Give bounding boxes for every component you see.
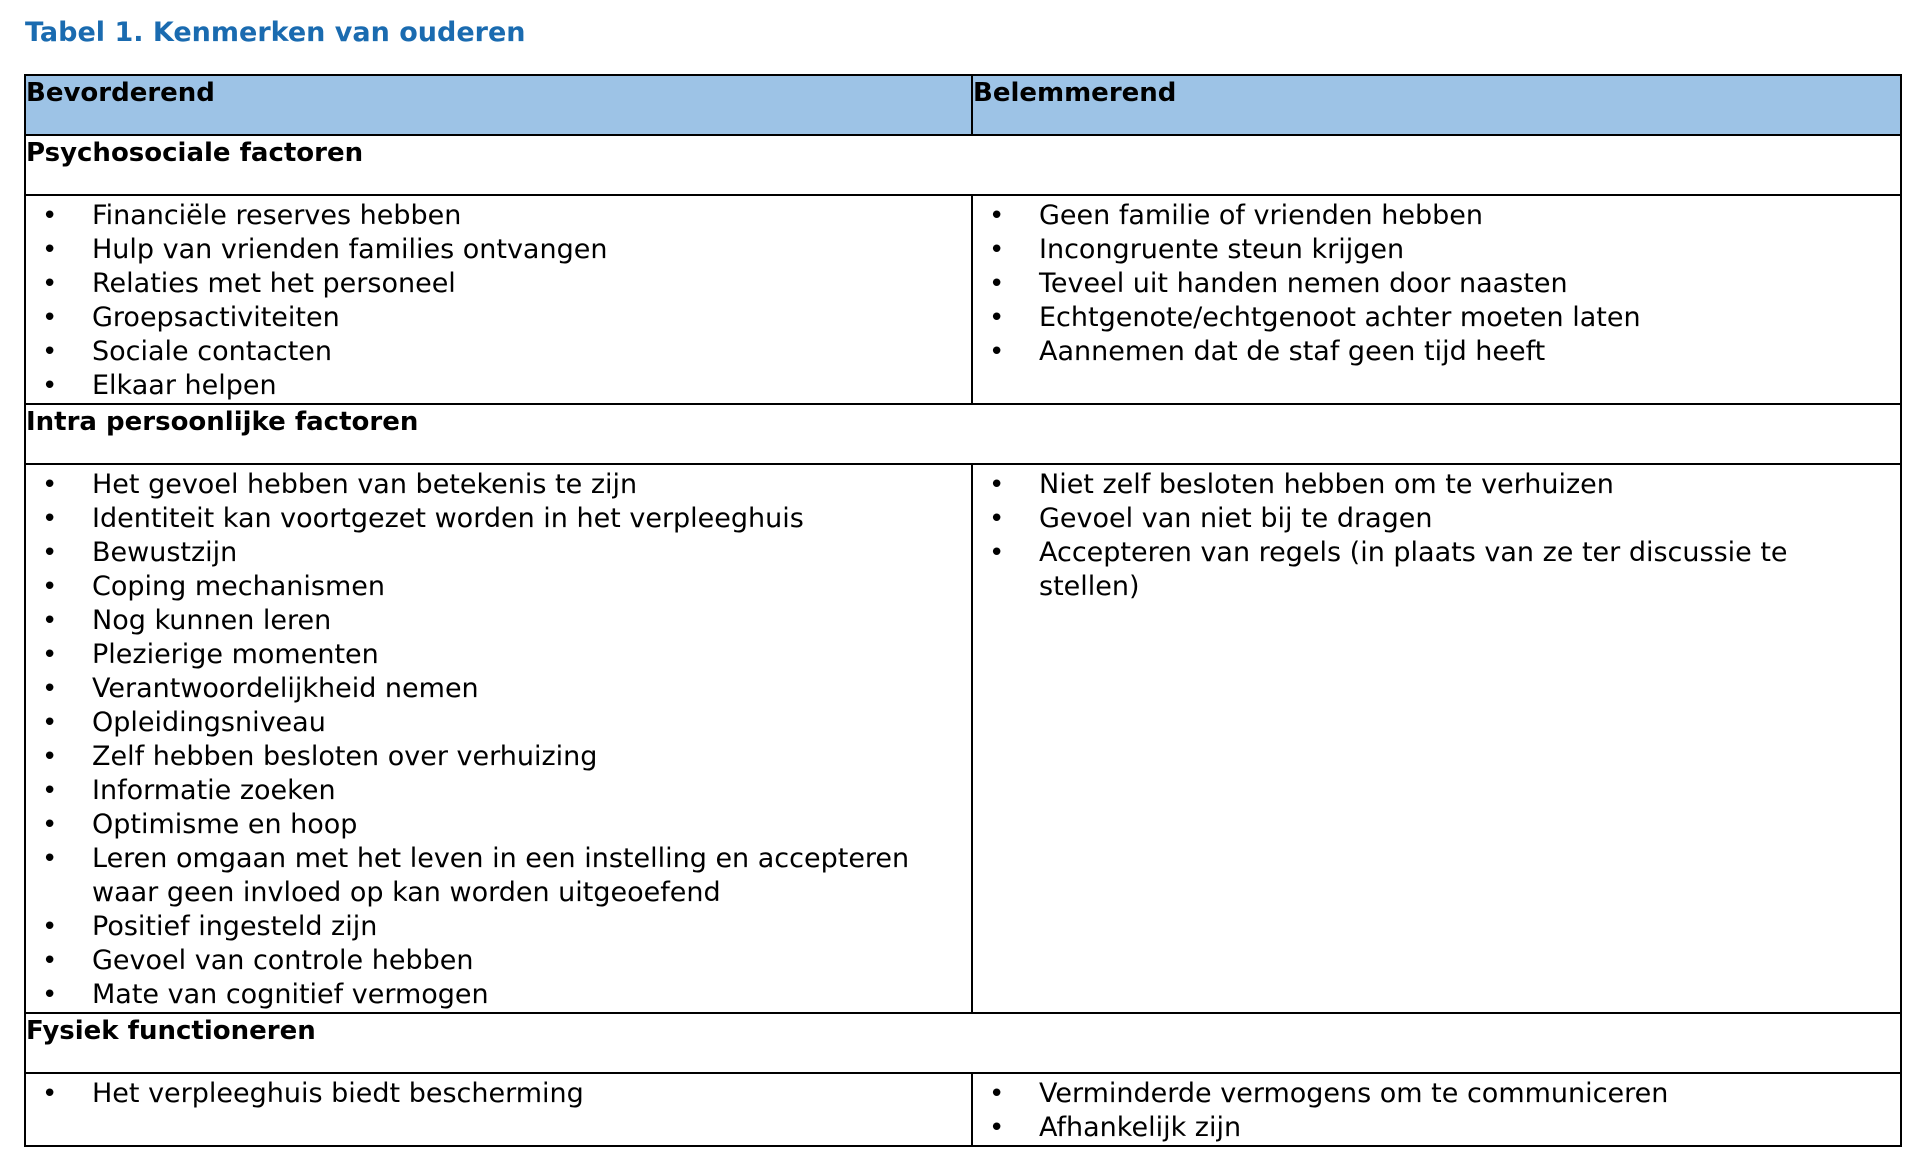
list-item: • Accepteren van regels (in plaats van ze ter discussie te stellen): [973, 536, 1892, 604]
belemmerend-list: [973, 465, 1900, 604]
list-item: • Het verpleeghuis biedt bescherming: [26, 1077, 963, 1111]
section-title-intra-persoonlijke: Intra persoonlijke factoren: [25, 404, 1901, 464]
bevorderend-cell: [25, 464, 972, 1013]
bevorderend-cell: [25, 195, 972, 404]
section-title-fysiek: Fysiek functioneren: [25, 1013, 1901, 1073]
list-item: • Coping mechanismen: [26, 570, 963, 604]
table-title: Tabel 1. Kenmerken van ouderen: [25, 17, 526, 48]
list-item: • Teveel uit handen nemen door naasten: [973, 267, 1892, 301]
list-item: • Elkaar helpen: [26, 369, 963, 403]
belemmerend-cell: [972, 195, 1901, 404]
list-item: • Bewustzijn: [26, 536, 963, 570]
list-item: • Groepsactiviteiten: [26, 301, 963, 335]
list-item: • Gevoel van niet bij te dragen: [973, 502, 1892, 536]
list-item: • Zelf hebben besloten over verhuizing: [26, 740, 963, 774]
bevorderend-list: [26, 465, 971, 1012]
section-header-row: [25, 135, 1901, 195]
list-item: • Informatie zoeken: [26, 774, 963, 808]
list-item: • Positief ingesteld zijn: [26, 910, 963, 944]
list-item: • Nog kunnen leren: [26, 604, 963, 638]
belemmerend-list: [973, 1074, 1900, 1145]
list-item: • Optimisme en hoop: [26, 808, 963, 842]
section-content-row: [25, 1073, 1901, 1146]
list-item: • Verminderde vermogens om te communiceren: [973, 1077, 1892, 1111]
list-item: • Geen familie of vrienden hebben: [973, 199, 1892, 233]
belemmerend-cell: [972, 1073, 1901, 1146]
list-item: • Echtgenote/echtgenoot achter moeten laten: [973, 301, 1892, 335]
characteristics-table: [24, 74, 1902, 1147]
list-item: • Het gevoel hebben van betekenis te zijn: [26, 468, 963, 502]
bevorderend-list: [26, 1074, 971, 1111]
section-title-psychosociale: Psychosociale factoren: [25, 135, 1901, 195]
list-item: • Hulp van vrienden families ontvangen: [26, 233, 963, 267]
list-item: • Opleidingsniveau: [26, 706, 963, 740]
section-header-row: [25, 404, 1901, 464]
list-item: • Aannemen dat de staf geen tijd heeft: [973, 335, 1892, 369]
list-item: • Mate van cognitief vermogen: [26, 978, 963, 1012]
column-header-bevorderend: Bevorderend: [25, 75, 972, 135]
list-item: • Incongruente steun krijgen: [973, 233, 1892, 267]
list-item: • Identiteit kan voortgezet worden in het verpleeghuis: [26, 502, 963, 536]
bevorderend-cell: [25, 1073, 972, 1146]
list-item: • Niet zelf besloten hebben om te verhuizen: [973, 468, 1892, 502]
list-item: • Verantwoordelijkheid nemen: [26, 672, 963, 706]
column-header-belemmerend: Belemmerend: [972, 75, 1901, 135]
section-header-row: [25, 1013, 1901, 1073]
list-item: • Sociale contacten: [26, 335, 963, 369]
section-content-row: [25, 195, 1901, 404]
list-item: • Relaties met het personeel: [26, 267, 963, 301]
belemmerend-list: [973, 196, 1900, 369]
bevorderend-list: [26, 196, 971, 403]
belemmerend-cell: [972, 464, 1901, 1013]
table-header-row: [25, 75, 1901, 135]
section-content-row: [25, 464, 1901, 1013]
list-item: • Leren omgaan met het leven in een instelling en accepteren waar geen invloed op kan worden uitgeoefend: [26, 842, 963, 910]
list-item: • Financiële reserves hebben: [26, 199, 963, 233]
list-item: • Afhankelijk zijn: [973, 1111, 1892, 1145]
list-item: • Plezierige momenten: [26, 638, 963, 672]
list-item: • Gevoel van controle hebben: [26, 944, 963, 978]
